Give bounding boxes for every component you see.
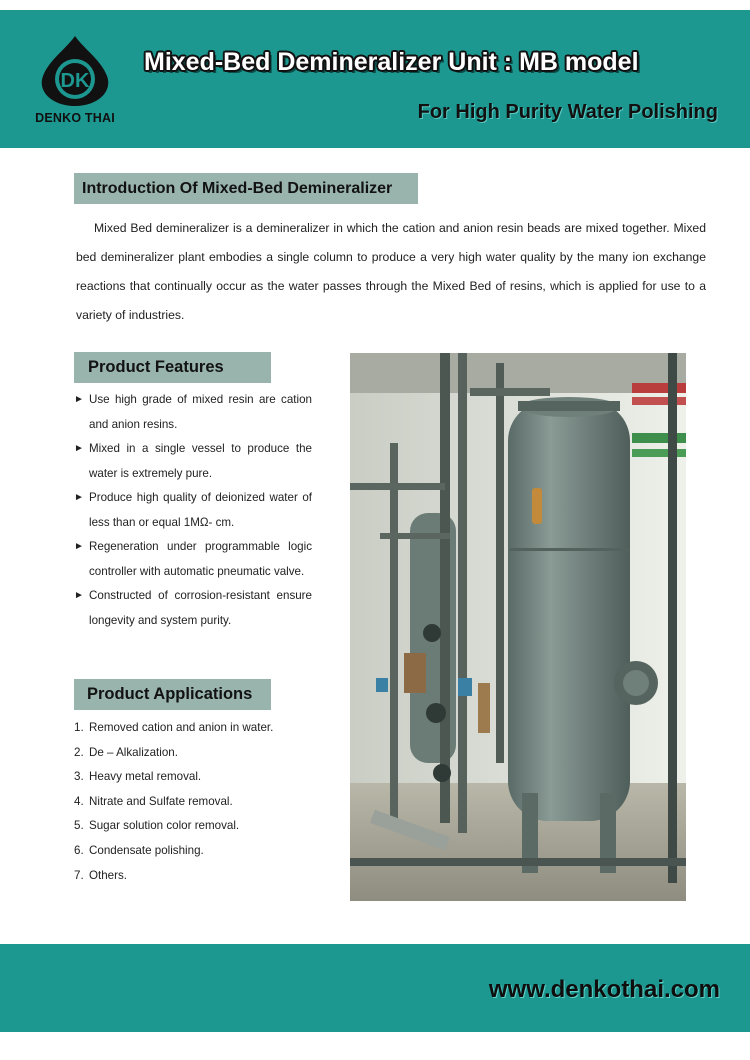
intro-paragraph: Mixed Bed demineralizer is a demineralizer in which the cation and anion resin beads are mixed together. Mixed bed demineralizer plant embodies a single column to produce a very high water quality by the many ion exchange reactions that continually occur as the water passes through the Mixed Bed of resins, which is applied for use to a variety of industries. bbox=[76, 221, 706, 322]
list-item: 4. Nitrate and Sulfate removal. bbox=[74, 794, 233, 808]
features-list bbox=[74, 388, 312, 633]
bullet-arrow-icon: ► bbox=[74, 394, 84, 405]
list-item: ► Mixed in a single vessel to produce the water is extremely pure. bbox=[74, 437, 312, 486]
page-title: Mixed-Bed Demineralizer Unit : MB model bbox=[144, 48, 639, 76]
features-heading: Product Features bbox=[74, 352, 271, 383]
list-item: 6. Condensate polishing. bbox=[74, 843, 204, 857]
bullet-arrow-icon: ► bbox=[74, 443, 84, 454]
applications-heading: Product Applications bbox=[74, 679, 271, 710]
page-subtitle: For High Purity Water Polishing bbox=[417, 101, 718, 123]
bullet-arrow-icon: ► bbox=[74, 492, 84, 503]
logo-text: DENKO THAI bbox=[35, 111, 115, 125]
list-item: 1. Removed cation and anion in water. bbox=[74, 721, 274, 734]
list-item: 5. Sugar solution color removal. bbox=[74, 819, 240, 833]
product-photo bbox=[350, 353, 686, 901]
bullet-arrow-icon: ► bbox=[74, 590, 84, 601]
page-footer bbox=[0, 944, 750, 1032]
list-item: 3. Heavy metal removal. bbox=[74, 770, 202, 784]
list-item: ► Use high grade of mixed resin are cation and anion resins. bbox=[74, 388, 312, 437]
list-item: 2. De – Alkalization. bbox=[74, 745, 178, 759]
applications-list bbox=[74, 716, 324, 888]
company-logo bbox=[22, 32, 128, 132]
intro-heading: Introduction Of Mixed-Bed Demineralizer bbox=[74, 173, 418, 204]
list-item: ► Regeneration under programmable logic controller with automatic pneumatic valve. bbox=[74, 535, 312, 584]
list-item: ► Constructed of corrosion-resistant ensure longevity and system purity. bbox=[74, 584, 312, 633]
bullet-arrow-icon: ► bbox=[74, 541, 84, 552]
list-item: ► Produce high quality of deionized water of less than or equal 1MΩ- cm. bbox=[74, 486, 312, 535]
svg-text:DK: DK bbox=[60, 70, 90, 92]
page-header bbox=[0, 10, 750, 148]
list-item: 7. Others. bbox=[74, 868, 128, 882]
logo-emblem-icon bbox=[35, 32, 115, 110]
website-link[interactable]: www.denkothai.com bbox=[488, 976, 720, 1003]
